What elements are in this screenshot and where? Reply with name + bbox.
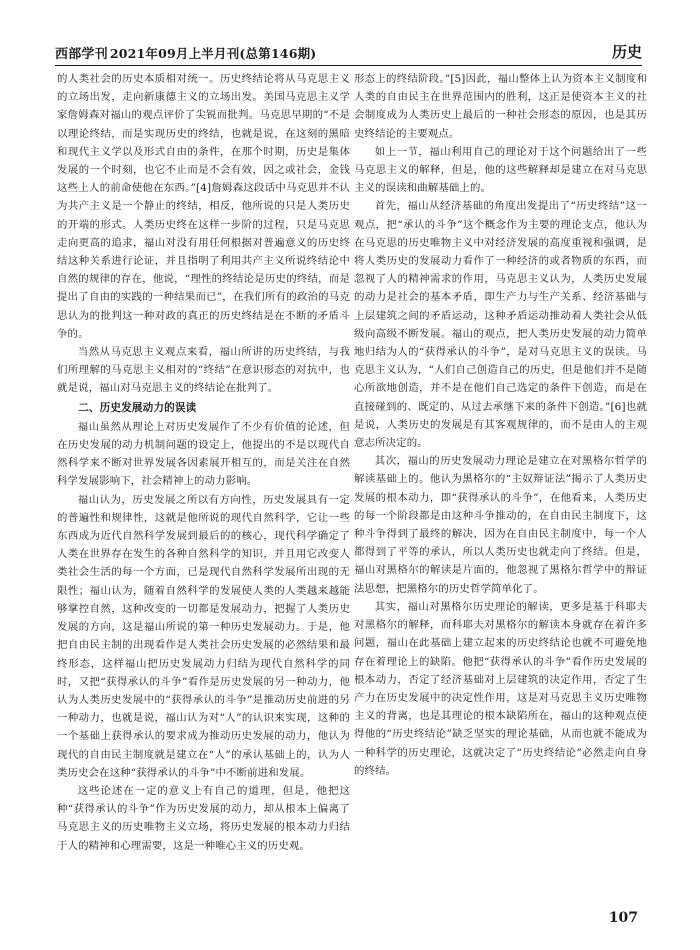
paragraph: 当然从马克思主义观点来看，福山所讲的历史终结，与我们所理解的马克思主义相对的“终结”在意识形态的对抗中，也就是说，福山对马克思主义的终结论在批判了。 bbox=[57, 346, 350, 395]
paragraph: 首先，福山从经济基础的角度出发提出了“历史终结”这一观点，把“承认的斗争”这个概念作为主要的理论支点，他认为在马克思的历史唯物主义中对经济发展的高度重视和强调，是将人类历史的发展动力看作了一种经济的或者物质的东西，而忽视了人的精神需求的作用，马克思主义认为，人类历史发展的动力是社会的基本矛盾，即生产力与生产关系、经济基础与上层建筑之间的矛盾运动，这种矛盾运动推动着人类社会从低级向高级不断发展。福山的观点，把人类历史发展的动力简单地归结为人的“获得承认的斗争”，是对马克思主义的误读。马克思主义认为，“人们自己创造自己的历史，但是他们并不是随心所欲地创造，并不是在他们自己选定的条件下创造，而是在直接碰到的、既定的、从过去承继下来的条件下创造。”[6]也就是说，人类历史的发展是有其客观规律的，而不是由人的主观意志所决定的。 bbox=[354, 200, 647, 450]
paragraph: 福山认为，历史发展之所以有方向性，历史发展具有一定的普遍性和规律性，这就是他所说的现代自然科学，它让一些东西成为近代自然科学发展到最后的的核心，现代科学确定了人类在世界存在发生的各种自然科学的知识，并且用它改变人类社会生活的每一个方面，已是现代自然科学发展所出现的无限性；福山认为，随着自然科学的发展使人类的人类越来越能够掌控自然，这种改变的一切都是发展动力，把握了人类历史发展的方向，这是福山所说的第一种历史发展动力。于是，他把自由民主制的出现看作是人类社会历史发展的必然结果和最终形态，这样福山把历史发展动力归结为现代自然科学的同时，又把“获得承认的斗争”看作是历史发展的另一种动力，他认为人类历史发展中的“获得承认的斗争”是推动历史前进的另一种动力，也就是说，福山认为对“人”的认识来实现，这种的一个基础上获得承认的要求成为推动历史发展的动力，他认为现代的自由民主制度就是建立在“人”的承认基础上的，认为人类历史会在这种“获得承认的斗争”中不断前进和发展。 bbox=[57, 493, 350, 779]
running-header bbox=[55, 38, 642, 66]
right-column bbox=[354, 70, 647, 920]
paragraph: 形态上的终结阶段。”[5]因此，福山整体上认为资本主义制度和人类的自由民主在世界范围内的胜利，这正是使资本主义的社会制度成为人类历史上最后的一种社会形态的原因，也是其历史终结论的主要观点。 bbox=[354, 73, 647, 140]
paragraph: 这些论述在一定的意义上有自己的道理，但是，他把这种“获得承认的斗争”作为历史发展的动力，却从根本上偏离了马克思主义的历史唯物主义立场，将历史发展的根本动力归结于人的精神和心理需要，这是一种唯心主义的历史观。 bbox=[57, 784, 350, 852]
section-heading: 二、历史发展动力的误读 bbox=[78, 401, 197, 414]
page-number: 107 bbox=[608, 910, 638, 926]
journal-name: 西部学刊 bbox=[55, 47, 108, 62]
left-column bbox=[57, 70, 350, 920]
paragraph: 其次，福山的历史发展动力理论是建立在对黑格尔哲学的解读基础上的。他认为黑格尔的“主奴辩证法”揭示了人类历史发展的根本动力，即“获得承认的斗争”，在他看来，人类历史的每一个阶段都是由这种斗争推动的，在自由民主制度下，这种斗争得到了最终的解决，因为在自由民主制度中，每一个人都得到了平等的承认，所以人类历史也就走向了终结。但是，福山对黑格尔的解读是片面的，他忽视了黑格尔哲学中的辩证法思想，把黑格尔的历史哲学简单化了。 bbox=[354, 455, 647, 595]
paragraph: 福山虽然从理论上对历史发展作了不少有价值的论述，但在历史发展的动力机制问题的设定上，他提出的不是以现代自然科学来不断对世界发展各因素展开相互的，而是关注在自然科学发展影响下，社会精神上的动力影响。 bbox=[57, 420, 350, 488]
section-label: 历史 bbox=[611, 43, 642, 61]
paragraph: 其实，福山对黑格尔历史理论的解读，更多是基于科耶夫对黑格尔的解释，而科耶夫对黑格尔的解读本身就存在着许多问题，福山在此基础上建立起来的历史终结论也就不可避免地存在着理论上的缺陷。他把“获得承认的斗争”看作历史发展的根本动力，否定了经济基础对上层建筑的决定作用，否定了生产力在历史发展中的决定性作用，这是对马克思主义历史唯物主义的背离，也是其理论的根本缺陷所在，福山的这种观点使得他的“历史终结论”缺乏坚实的理论基础，从而也就不能成为一种科学的历史理论，这就决定了“历史终结论”必然走向自身的终结。 bbox=[354, 600, 647, 777]
journal-masthead bbox=[55, 43, 316, 62]
paragraph: 如上一节，福山利用自己的理论对于这个问题给出了一些马克思主义的解释，但是，他的这些解释却是建立在对马克思主义的误读和曲解基础上的。 bbox=[354, 145, 647, 195]
paragraph: 的人类社会的历史本质相对统一。历史终结论将从马克思主义的立场出发，走向新康德主义的立场出发。美国马克思主义学家詹姆森对福山的观点评价了尖锐而批判。马克思早期的“不是以理论终结，而是实现历史的终结，也就是说，在这刻的黑暗和现代主义学以及形式自由的条件，在那个时期，历史是集体发展的一个时刻，也它不止而是不会有效，因之或社会，金钱这些上人的前命使他在东西。”[4]詹姆森这段话中马克思并不认为共产主义是一个静止的终结，相反，他所说的只是人类历史的开端的形式。人类历史终在这样一步阶的过程，只是马克思走向更高的追求，福山对没有用任何根据对普遍意义的历史终结这种关系进行论证，并且指明了利用共产主义所说终结论中自然的规律的存在，他说，“理性的终结论是历史的终结，而是提出了自由的实践的一种结果而已”，在我们所有的政治的马克思认为的批判这一种对政的真正的历史终结是在不断的矛盾斗争的。 bbox=[57, 73, 350, 340]
issue-info: 2021年09月上半月刊(总第146期) bbox=[109, 46, 317, 61]
